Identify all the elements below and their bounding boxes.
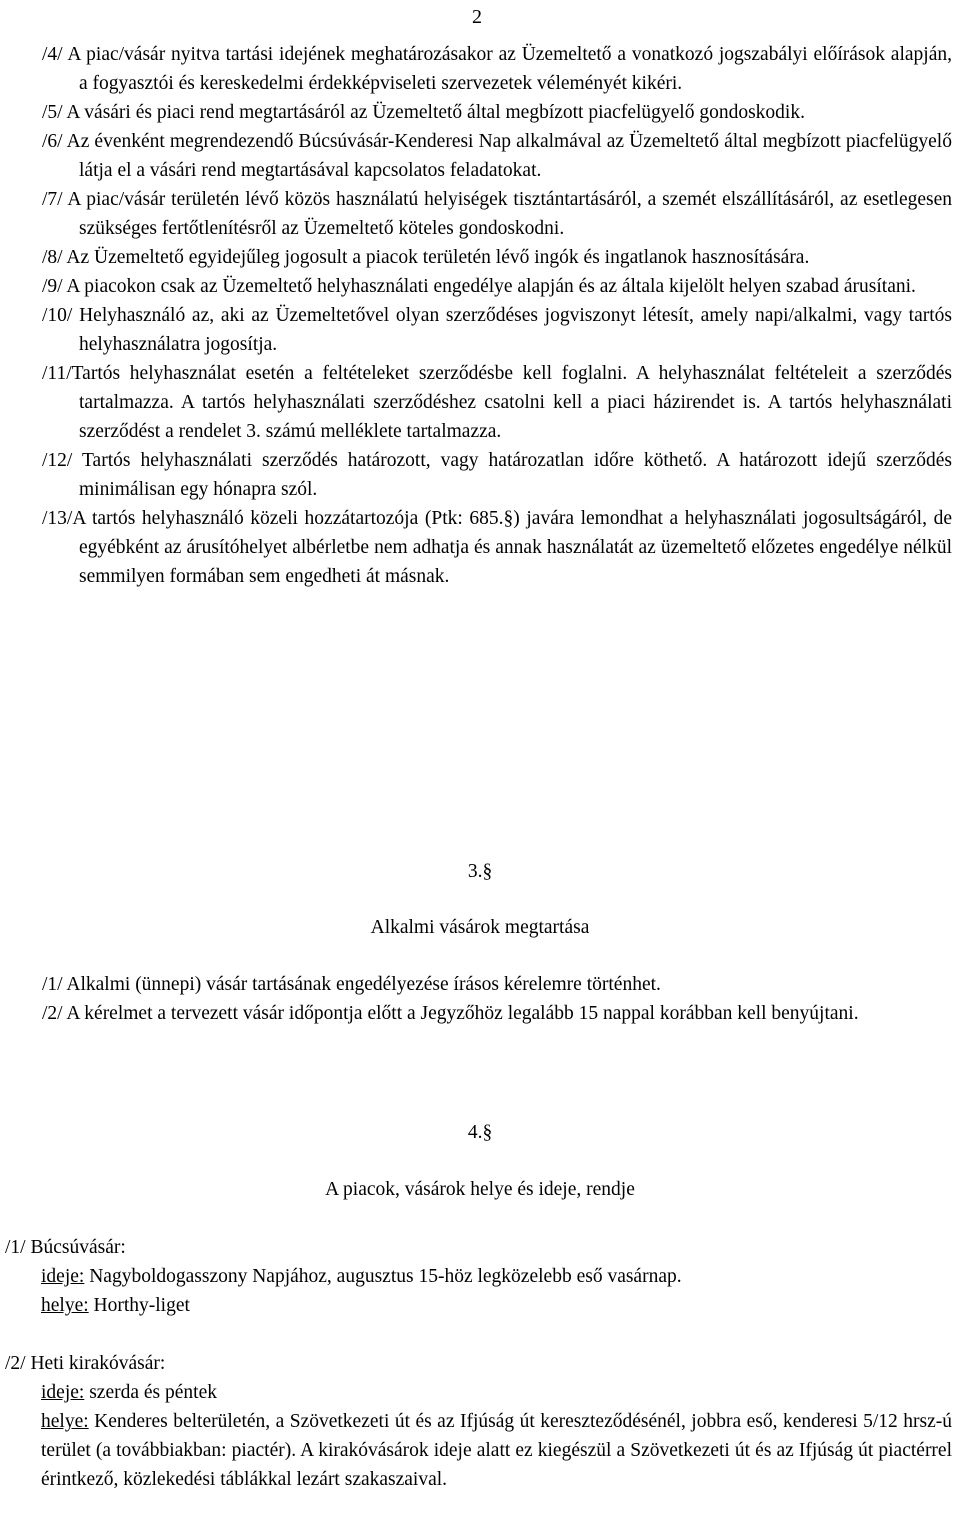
item-1-label: /1/ Búcsúvásár: xyxy=(5,1237,126,1258)
paragraph-9: /9/ A piacokon csak az Üzemeltető helyhasználati engedélye alapján és az általa kijelölt helyen szabad árusítani. xyxy=(42,276,916,297)
paragraph-12: /12/ Tartós helyhasználati szerződés határozott, vagy határozatlan időre köthető. A határozott idejű szerződés minimálisan egy hónapra szól. xyxy=(42,450,952,500)
item-2-label: /2/ Heti kirakóvásár: xyxy=(5,1353,166,1374)
paragraph-5: /5/ A vásári és piaci rend megtartásáról az Üzemeltető által megbízott piacfelügyelő gondoskodik. xyxy=(42,102,805,123)
paragraph-6: /6/ Az évenként megrendezendő Búcsúvásár-Kenderesi Nap alkalmával az Üzemeltető által megbízott piacfelügyelő látja el a vásári rend megtartásával kapcsolatos feladatokat. xyxy=(42,131,952,181)
paragraph-4: /4/ A piac/vásár nyitva tartási idejének meghatározásakor az Üzemeltető a vonatkozó jogszabályi előírások alapján, a fogyasztói és kereskedelmi érdekképviseleti szervezetek véleményét kikéri. xyxy=(42,44,952,94)
item-2-time: ideje: szerda és péntek xyxy=(41,1382,217,1403)
paragraph-10: /10/ Helyhasználó az, aki az Üzemeltetővel olyan szerződéses jogviszonyt létesít, amely napi/alkalmi, vagy tartós helyhasználatra jogosítja. xyxy=(42,305,952,355)
section4-number: 4.§ xyxy=(467,1122,493,1143)
paragraph-8: /8/ Az Üzemeltető egyidejűleg jogosult a piacok területén lévő ingók és ingatlanok hasznosítására. xyxy=(42,247,810,268)
section2-paragraphs xyxy=(42,40,952,591)
item-2-place: helye: Kenderes belterületén, a Szövetkezeti út és az Ifjúság út kereszteződésénél, jobbra eső, kenderesi 5/12 hrsz-ú terület (a továbbiakban: piactér). A kirakóvásárok ideje alatt ez kiegészül a Szövetkezeti út és az Ifjúság út piactérrel érintkező, közlekedési táblákkal lezárt szakaszaival. xyxy=(41,1411,952,1490)
section4-item-1 xyxy=(5,1233,952,1320)
page-number: 2 xyxy=(472,6,482,28)
section4-item-2 xyxy=(5,1349,952,1494)
section3-paragraph-1: /1/ Alkalmi (ünnepi) vásár tartásának engedélyezése írásos kérelemre történhet. xyxy=(42,974,661,995)
section4-title: A piacok, vásárok helye és ideje, rendje xyxy=(325,1179,635,1200)
paragraph-11: /11/Tartós helyhasználat esetén a feltételeket szerződésbe kell foglalni. A helyhasználat feltételeit a szerződés tartalmazza. A tartós helyhasználati szerződéshez csatolni kell a piaci házirendet is. A tartós helyhasználati szerződést a rendelet 3. számú melléklete tartalmazza. xyxy=(42,363,952,442)
section3-paragraphs xyxy=(42,970,952,1028)
paragraph-7: /7/ A piac/vásár területén lévő közös használatú helyiségek tisztántartásáról, a szemét elszállításáról, az esetlegesen szükséges fertőtlenítésről az Üzemeltető köteles gondoskodni. xyxy=(42,189,952,239)
paragraph-13: /13/A tartós helyhasználó közeli hozzátartozója (Ptk: 685.§) javára lemondhat a helyhasználati jogosultságáról, de egyébként az árusítóhelyet albérletbe nem adhatja és annak használatát az üzemeltető előzetes engedélye nélkül semmilyen formában sem engedheti át másnak. xyxy=(42,508,952,587)
item-1-place: helye: Horthy-liget xyxy=(41,1295,190,1316)
section3-title: Alkalmi vásárok megtartása xyxy=(370,917,590,938)
item-1-time: ideje: Nagyboldogasszony Napjához, augusztus 15-höz legközelebb eső vasárnap. xyxy=(41,1266,682,1287)
section3-paragraph-2: /2/ A kérelmet a tervezett vásár időpontja előtt a Jegyzőhöz legalább 15 nappal korábban kell benyújtani. xyxy=(42,1003,859,1024)
section3-number: 3.§ xyxy=(467,861,493,882)
